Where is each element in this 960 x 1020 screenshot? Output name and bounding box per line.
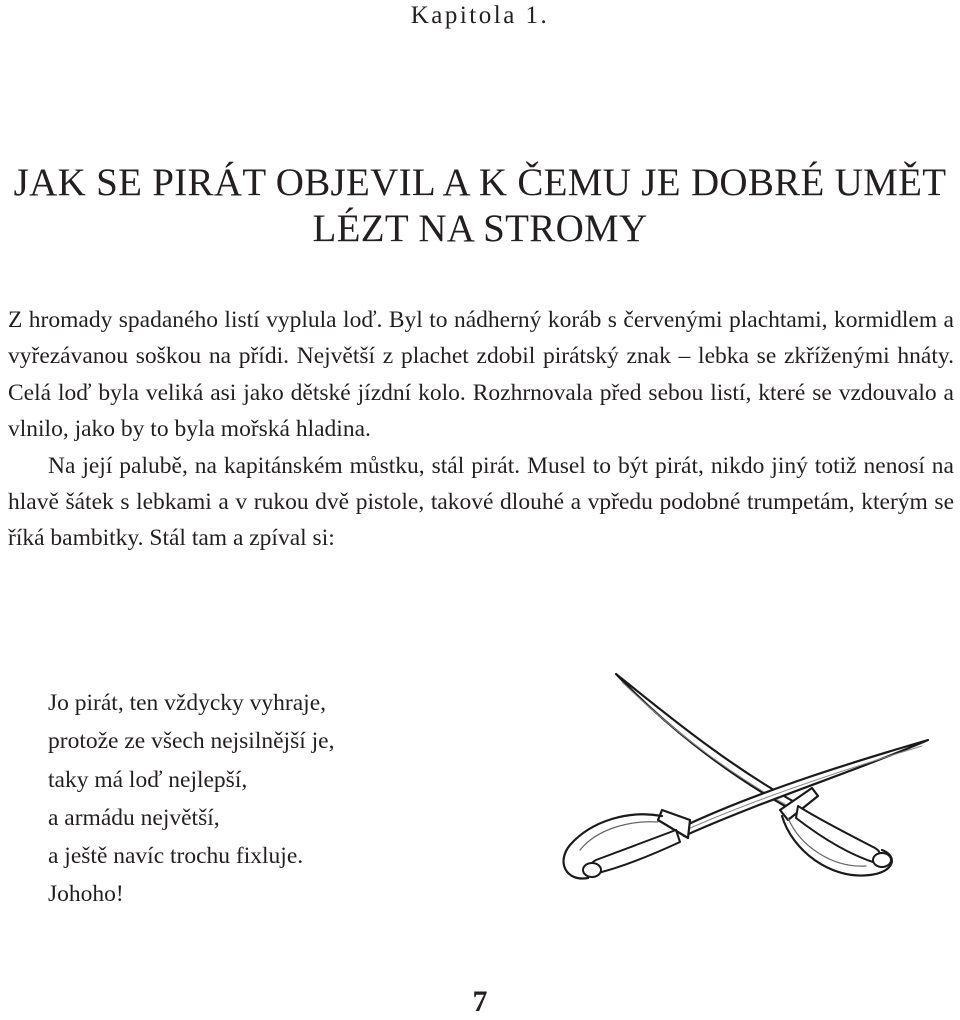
poem — [48, 684, 488, 914]
chapter-title — [0, 160, 960, 252]
poem-line: a ještě navíc trochu fixluje. — [48, 843, 304, 870]
crossed-sabres-icon — [530, 660, 950, 910]
chapter-label: Kapitola 1. — [410, 2, 550, 29]
poem-line: Jo pirát, ten vždycky vyhraje, — [48, 690, 326, 716]
poem-line: protože ze všech nejsilnější je, — [48, 728, 335, 755]
page-number: 7 — [472, 985, 488, 1018]
body-text — [8, 302, 954, 557]
paragraph: Z hromady spadaného listí vyplula loď. Byl to nádherný koráb s červenými plachtami, kormidlem a vyřezávanou soškou na přídi. Největší z plachet zdobil pirátský znak – lebka se zkříženými hnáty. Celá loď byla veliká asi jako dětské jízdní kolo. Rozhrnovala před sebou listí, které se vzdouvalo a vlnilo, jako by to byla mořská hladina. — [8, 307, 954, 443]
poem-line: Johoho! — [48, 881, 124, 908]
poem-line: taky má loď nejlepší, — [48, 766, 248, 793]
chapter-title-line-2: LÉZT NA STROMY — [312, 207, 648, 250]
poem-line: a armádu největší, — [48, 804, 220, 831]
chapter-title-line-1: JAK SE PIRÁT OBJEVIL A K ČEMU JE DOBRÉ UMĚT — [13, 161, 947, 204]
paragraph: Na její palubě, na kapitánském můstku, stál pirát. Musel to být pirát, nikdo jiný totiž nenosí na hlavě šátek s lebkami a v rukou dvě pistole, takové dlouhé a vpředu podobné trumpetám, kterým se říká bambitky. Stál tam a zpíval si: — [8, 452, 954, 552]
